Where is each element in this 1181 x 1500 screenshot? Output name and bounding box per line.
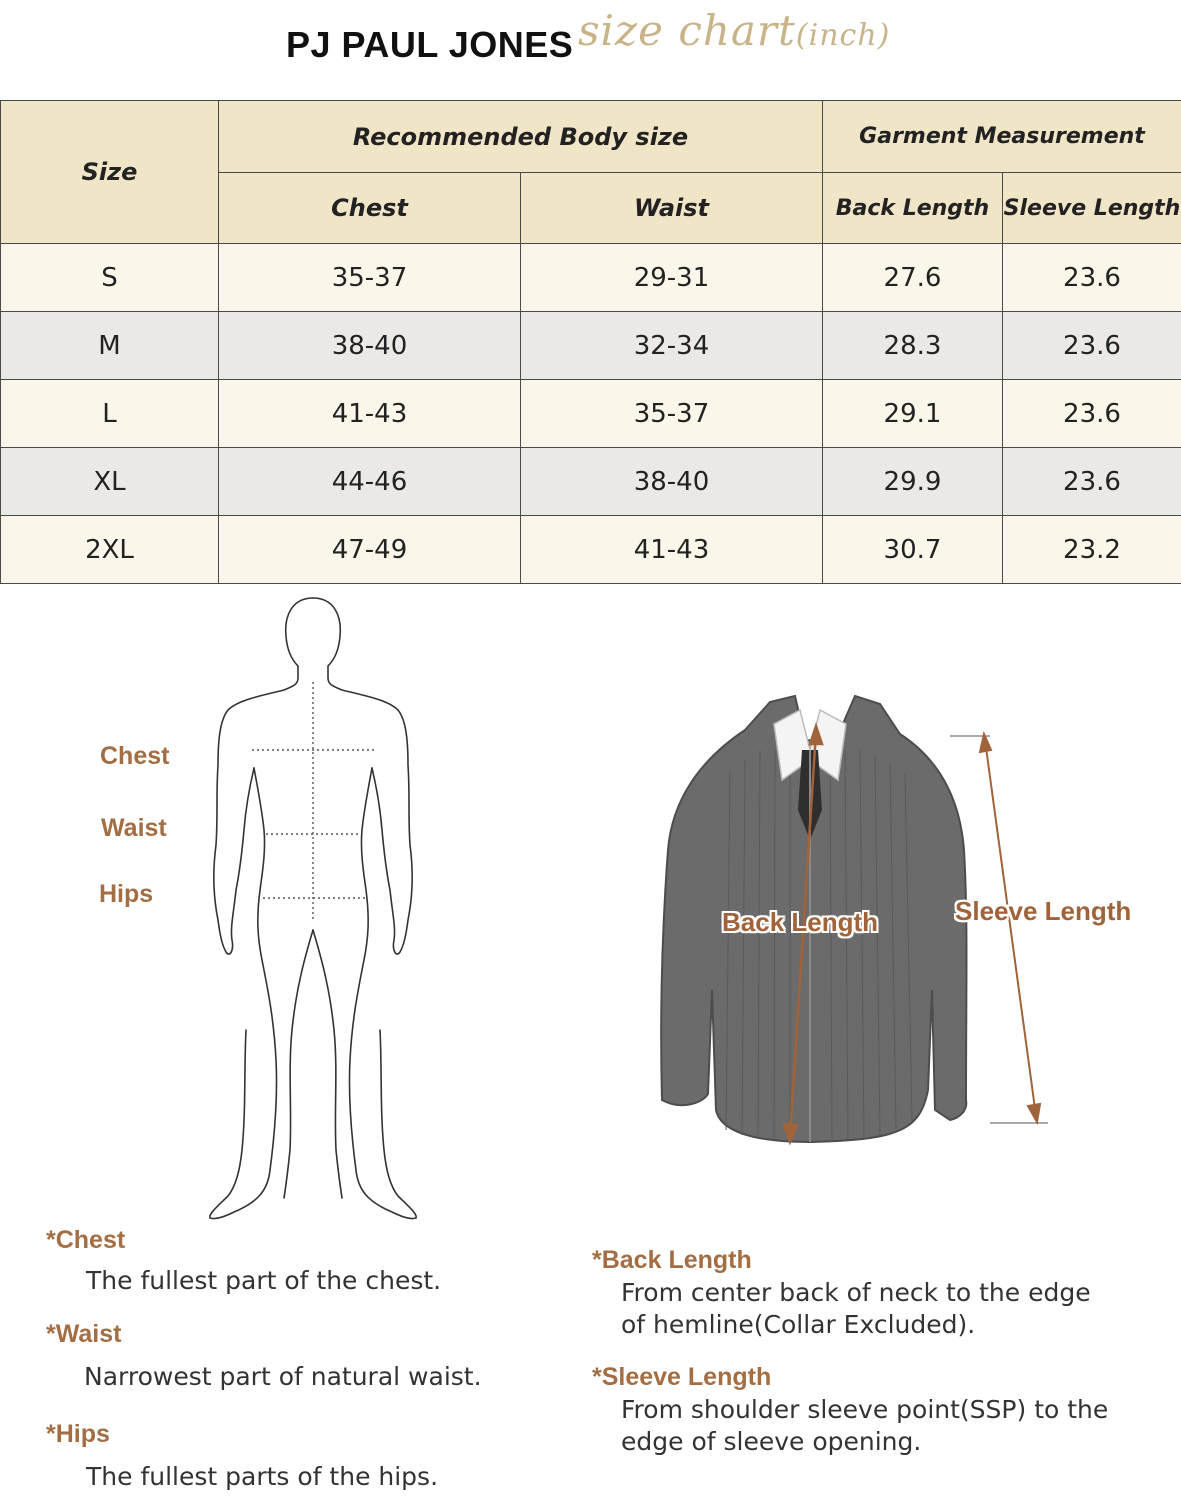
cell-waist: 41-43	[521, 516, 823, 584]
cell-back-length: 29.1	[823, 380, 1003, 448]
definition-text-chest: The fullest part of the chest.	[86, 1266, 442, 1295]
cell-chest: 41-43	[219, 380, 521, 448]
definition-sleeve-length	[592, 1363, 1108, 1458]
cell-size: L	[1, 380, 219, 448]
table-row	[1, 516, 1181, 584]
chart-title-script	[578, 6, 890, 55]
definition-text-back-length-line2: of hemline(Collar Excluded).	[621, 1310, 976, 1339]
header-recommended-body-size: Recommended Body size	[219, 101, 823, 173]
cell-waist: 29-31	[521, 244, 823, 312]
cell-back-length: 28.3	[823, 312, 1003, 380]
definition-hips	[46, 1420, 438, 1493]
size-table	[0, 100, 1181, 584]
definition-back-length	[592, 1246, 1091, 1341]
figure-label-chest: Chest	[100, 742, 170, 770]
table-row	[1, 380, 1181, 448]
definition-text-hips: The fullest parts of the hips.	[86, 1462, 439, 1491]
garment-label-back-length: Back Length	[722, 907, 879, 937]
cell-size: 2XL	[1, 516, 219, 584]
definition-text-sleeve-length-line2: edge of sleeve opening.	[621, 1427, 922, 1456]
definition-title-waist: *Waist	[46, 1320, 122, 1348]
figure-label-waist: Waist	[101, 814, 167, 842]
header-chest: Chest	[219, 173, 521, 244]
definition-text-waist: Narrowest part of natural waist.	[84, 1362, 482, 1391]
definition-waist	[46, 1320, 482, 1393]
definition-chest	[46, 1226, 441, 1297]
chart-header	[0, 0, 1181, 100]
cell-sleeve-length: 23.2	[1003, 516, 1181, 584]
cell-chest: 47-49	[219, 516, 521, 584]
definition-title-hips: *Hips	[46, 1420, 110, 1448]
cell-sleeve-length: 23.6	[1003, 380, 1181, 448]
cell-sleeve-length: 23.6	[1003, 448, 1181, 516]
header-garment-measurement: Garment Measurement	[823, 101, 1181, 173]
table-row	[1, 312, 1181, 380]
header-sleeve-length: Sleeve Length	[1003, 173, 1181, 244]
cell-chest: 38-40	[219, 312, 521, 380]
table-row	[1, 448, 1181, 516]
cell-chest: 44-46	[219, 448, 521, 516]
cell-back-length: 27.6	[823, 244, 1003, 312]
body-outline-figure	[200, 590, 430, 1230]
cell-waist: 35-37	[521, 380, 823, 448]
cell-waist: 32-34	[521, 312, 823, 380]
definition-title-sleeve-length: *Sleeve Length	[592, 1363, 772, 1391]
cell-sleeve-length: 23.6	[1003, 244, 1181, 312]
chart-unit: (inch)	[795, 18, 891, 53]
chart-title-text: size chart	[578, 6, 796, 55]
cell-size: M	[1, 312, 219, 380]
garment-label-sleeve-length: Sleeve Length	[955, 896, 1132, 926]
cell-back-length: 30.7	[823, 516, 1003, 584]
definition-title-chest: *Chest	[46, 1226, 126, 1254]
cell-size: S	[1, 244, 219, 312]
cell-size: XL	[1, 448, 219, 516]
brand-name: PJ PAUL JONES	[286, 24, 574, 65]
cell-chest: 35-37	[219, 244, 521, 312]
header-back-length: Back Length	[823, 173, 1003, 244]
definition-text-back-length-line1: From center back of neck to the edge	[621, 1278, 1091, 1307]
header-size: Size	[1, 101, 219, 244]
cell-sleeve-length: 23.6	[1003, 312, 1181, 380]
table-row	[1, 244, 1181, 312]
definition-text-sleeve-length-line1: From shoulder sleeve point(SSP) to the	[621, 1395, 1109, 1424]
definition-title-back-length: *Back Length	[592, 1246, 752, 1274]
header-waist: Waist	[521, 173, 823, 244]
cell-back-length: 29.9	[823, 448, 1003, 516]
cell-waist: 38-40	[521, 448, 823, 516]
figure-label-hips: Hips	[99, 880, 154, 908]
table-header-row-groups	[1, 101, 1181, 173]
